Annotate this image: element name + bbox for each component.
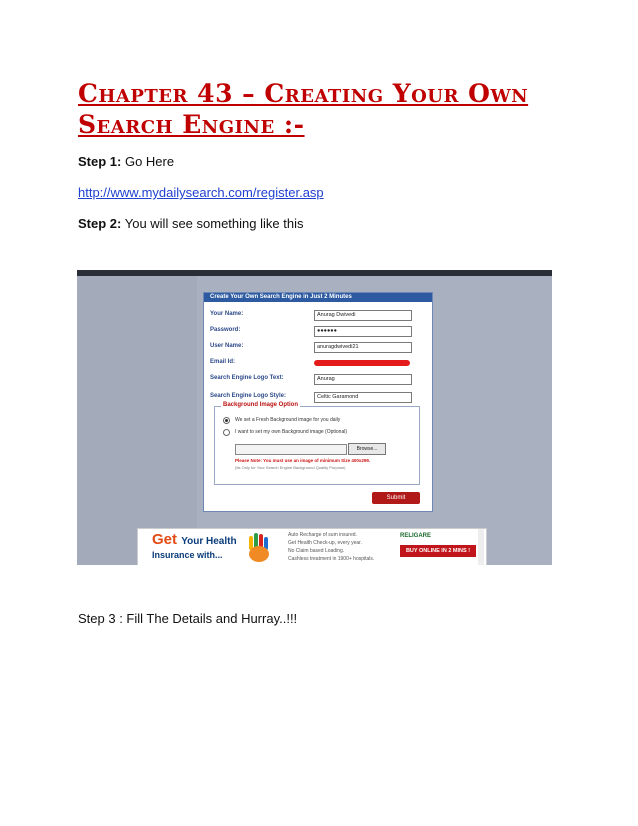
background-option-title: Background Image Option (223, 402, 299, 408)
radio-label: I want to set my own Background image (Optional) (235, 429, 347, 435)
file-path-input[interactable] (235, 444, 347, 455)
insurance-ad-banner[interactable] (137, 528, 487, 565)
radio-own-background[interactable] (223, 429, 230, 436)
signup-form (203, 292, 433, 512)
ad-bullet: Cashless treatment in 1900+ hospitals. (288, 556, 375, 562)
background-option-group (214, 402, 420, 485)
image-size-subnote: (Its Only for Your Search Engine Background Quality Purpose) (235, 465, 346, 470)
field-row-password (210, 326, 426, 336)
submit-button[interactable]: Submit (372, 492, 420, 504)
step-1-line (78, 154, 174, 169)
step-2-line (78, 216, 303, 231)
register-link-line (78, 185, 324, 200)
field-row-username (210, 342, 426, 352)
step-2-label: Step 2: (78, 216, 122, 231)
field-row-email (210, 358, 426, 368)
religare-logo: RELIGARE (400, 533, 432, 539)
radio-label: We set a Fresh Background image for you daily (235, 417, 341, 423)
email-redaction (314, 360, 410, 366)
ad-bullet: Auto Recharge of sum insured. (288, 532, 357, 538)
field-row-logo-style (210, 392, 426, 402)
ad-subline: Insurance with... (152, 550, 223, 560)
ad-bullet: No Claim based Loading. (288, 548, 345, 554)
ad-side-strip (478, 529, 484, 565)
ad-get: Get (152, 531, 178, 548)
chapter-title: Chapter 43 – Creating Your Own Search Engine :- (78, 79, 529, 139)
ad-headline (152, 531, 237, 548)
field-row-logo-text (210, 374, 426, 384)
image-size-note: Please Note: You must use an image of minimum Size 400x299. (235, 458, 371, 463)
step-3-line: Step 3 : Fill The Details and Hurray..!!! (78, 611, 298, 626)
ad-bullet: Get Health Check-up, every year. (288, 540, 362, 546)
logo-style-select[interactable]: Celtic Garamond (314, 392, 412, 403)
field-label: Search Engine Logo Text: (210, 375, 284, 381)
radio-daily-background[interactable] (223, 417, 230, 424)
buy-online-button[interactable]: BUY ONLINE IN 2 MINS ! (400, 545, 476, 557)
field-label: Email Id: (210, 359, 236, 365)
ad-bullets (288, 531, 374, 563)
form-title: Create Your Own Search Engine in Just 2 Minutes (204, 293, 432, 302)
browse-button[interactable]: Browse... (348, 443, 386, 455)
step-2-text: You will see something like this (124, 216, 304, 231)
field-label: Your Name: (210, 311, 244, 317)
field-row-name (210, 310, 426, 320)
logo-text-input[interactable]: Anurag (314, 374, 412, 385)
ad-your-health: Your Health (181, 536, 237, 547)
register-link[interactable]: http://www.mydailysearch.com/register.asp (78, 185, 324, 200)
password-input[interactable]: ●●●●●● (314, 326, 412, 337)
field-label: User Name: (210, 343, 244, 349)
hand-icon (246, 532, 274, 564)
name-input[interactable]: Anurag Dwivedi (314, 310, 412, 321)
field-label: Password: (210, 327, 241, 333)
embedded-screenshot (77, 270, 552, 565)
screenshot-left-pane (77, 276, 197, 565)
field-label: Search Engine Logo Style: (210, 393, 287, 399)
step-1-text: Go Here (124, 154, 175, 169)
username-input[interactable]: anuragdwivedi21 (314, 342, 412, 353)
step-1-label: Step 1: (78, 154, 122, 169)
